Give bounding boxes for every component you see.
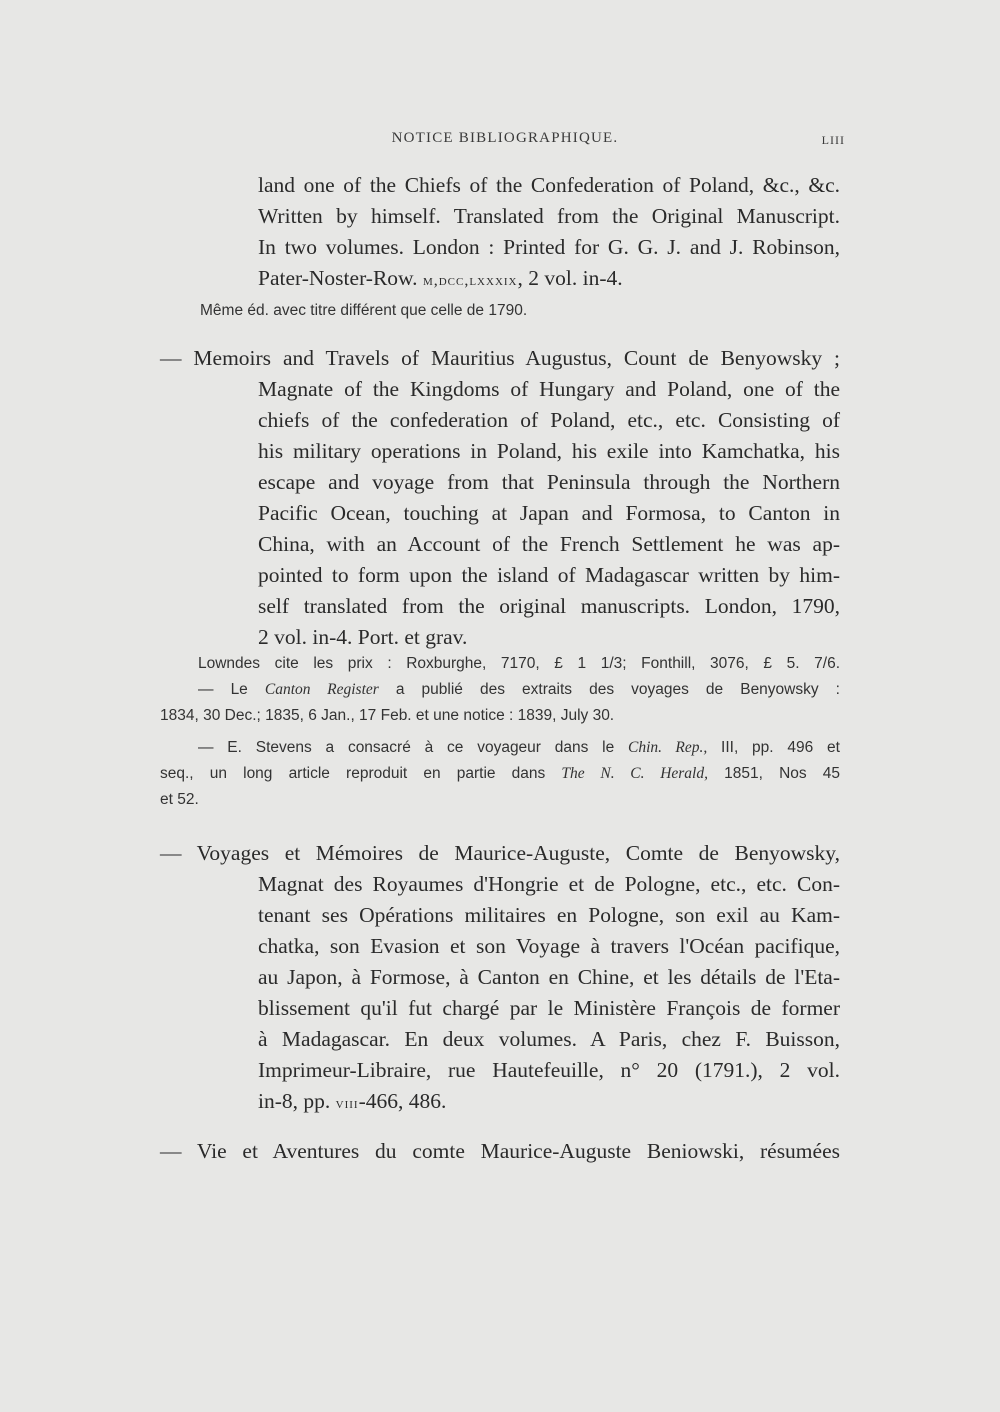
text-line: à Madagascar. En deux volumes. A Paris, chez F. Buisson, [258, 1027, 840, 1051]
text-line: Written by himself. Translated from the Original Manuscript. [258, 204, 840, 228]
periodical-title: Chin. Rep., [628, 739, 708, 756]
entry-continuation [160, 170, 840, 294]
entry-first-line: — Voyages et Mémoires de Maurice-Auguste, Comte de Benyowsky, [160, 841, 840, 865]
text-line: chatka, son Evasion et son Voyage à travers l'Océan pacifique, [258, 934, 840, 958]
text-line: blissement qu'il fut chargé par le Ministère François de former [258, 996, 840, 1020]
periodical-title: Canton Register [264, 681, 379, 698]
text-line: Magnat des Royaumes d'Hongrie et de Pologne, etc., etc. Con- [258, 872, 840, 896]
note-line: Lowndes cite les prix : Roxburghe, 7170, £ 1 1/3; Fonthill, 3076, £ 5. 7/6. [198, 655, 840, 672]
entry-vie-et-aventures [160, 1136, 840, 1167]
note-text: — E. Stevens a consacré à ce voyageur dans le [198, 739, 629, 756]
text-line: Magnate of the Kingdoms of Hungary and Poland, one of the [258, 377, 840, 401]
note-line [160, 677, 840, 703]
note-line: Même éd. avec titre différent que celle de 1790. [200, 302, 528, 319]
note-text: III, pp. 496 et [707, 739, 840, 756]
text-line [160, 263, 840, 294]
note-text: — Le [198, 681, 265, 698]
roman-date: m,dcc,lxxxix [422, 272, 518, 289]
text-line: self translated from the original manuscripts. London, 1790, [258, 594, 840, 618]
note-line: 1834, 30 Dec.; 1835, 6 Jan., 17 Feb. et une notice : 1839, July 30. [160, 707, 615, 724]
running-head [165, 130, 845, 154]
text-line: au Japon, à Formose, à Canton en Chine, et les détails de l'Eta- [258, 965, 840, 989]
text-line: his military operations in Poland, his exile into Kamchatka, his [258, 439, 840, 463]
entry-first-line: — Memoirs and Travels of Mauritius Augustus, Count de Benyowsky ; [160, 346, 840, 370]
text-line: chiefs of the confederation of Poland, etc., etc. Consisting of [258, 408, 840, 432]
text-line [160, 1086, 840, 1117]
note-text: a publié des extraits des voyages de Benyowsky : [378, 681, 840, 698]
note-line [160, 761, 840, 787]
entry-note [200, 298, 620, 324]
imprint-text: -466, 486. [358, 1089, 447, 1113]
entry-notes [160, 651, 840, 813]
imprint-text: , 2 vol. in-4. [517, 266, 623, 290]
page-number: LIII [821, 133, 845, 147]
text-line: In two volumes. London : Printed for G. G. J. and J. Robinson, [258, 235, 840, 259]
text-line: pointed to form upon the island of Madagascar written by him- [258, 563, 840, 587]
entry-voyages-et-memoires [160, 838, 840, 1117]
imprint-text: Pater-Noster-Row. [258, 266, 423, 290]
entry-memoirs-and-travels [160, 343, 840, 653]
note-text: 1851, Nos 45 [708, 765, 841, 782]
periodical-title: The N. C. Herald, [561, 765, 708, 782]
text-line: land one of the Chiefs of the Confederation of Poland, &c., &c. [258, 173, 840, 197]
running-title: NOTICE BIBLIOGRAPHIQUE. [391, 130, 619, 146]
text-line: escape and voyage from that Peninsula through the Northern [258, 470, 840, 494]
note-line [160, 735, 840, 761]
text-line: Pacific Ocean, touching at Japan and Formosa, to Canton in [258, 501, 840, 525]
text-line: China, with an Account of the French Settlement he was ap- [258, 532, 840, 556]
text-line: tenant ses Opérations militaires en Pologne, son exil au Kam- [258, 903, 840, 927]
imprint-text: in-8, pp. [258, 1089, 336, 1113]
text-line: Imprimeur-Libraire, rue Hautefeuille, n° 20 (1791.), 2 vol. [258, 1058, 840, 1082]
roman-pagination: viii [335, 1095, 359, 1112]
entry-first-line: — Vie et Aventures du comte Maurice-Auguste Beniowski, résumées [160, 1139, 840, 1163]
text-line: 2 vol. in-4. Port. et grav. [258, 625, 468, 649]
note-line: et 52. [160, 791, 199, 808]
note-text: seq., un long article reproduit en partie dans [160, 765, 562, 782]
